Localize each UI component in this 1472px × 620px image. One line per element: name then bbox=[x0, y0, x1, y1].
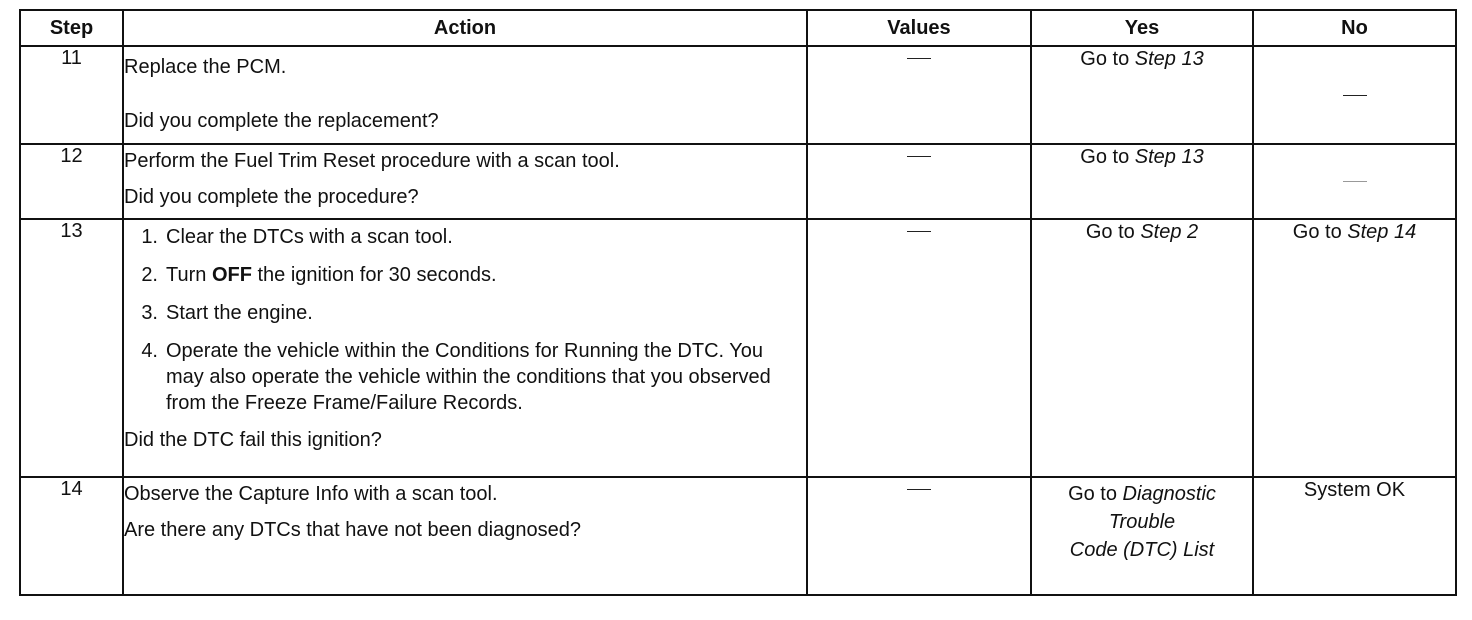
em-dash bbox=[1343, 181, 1367, 182]
goto-step-link[interactable]: Step 13 bbox=[1134, 48, 1204, 70]
no-cell bbox=[1253, 144, 1456, 219]
action-question: Did you complete the procedure? bbox=[124, 186, 419, 208]
values-cell bbox=[807, 46, 1031, 144]
list-item bbox=[124, 262, 806, 288]
substep-text bbox=[166, 262, 806, 288]
no-goto[interactable] bbox=[1254, 220, 1455, 250]
no-cell bbox=[1253, 477, 1456, 595]
substep-bold-text: OFF bbox=[211, 264, 252, 286]
em-dash bbox=[907, 231, 931, 232]
action-cell bbox=[123, 46, 807, 144]
values-cell bbox=[807, 144, 1031, 219]
list-item bbox=[124, 224, 806, 250]
header-values: Values bbox=[807, 10, 1031, 46]
header-row bbox=[20, 10, 1456, 46]
em-dash bbox=[907, 58, 931, 59]
action-cell bbox=[123, 477, 807, 595]
yes-cell bbox=[1031, 144, 1253, 219]
step-number: 14 bbox=[20, 477, 123, 595]
substep-text bbox=[166, 300, 806, 326]
em-dash bbox=[907, 489, 931, 490]
goto-link-part[interactable]: Diagnostic bbox=[1122, 483, 1216, 505]
header-action: Action bbox=[123, 10, 807, 46]
action-question: Are there any DTCs that have not been diagnosed? bbox=[124, 519, 581, 541]
goto-prefix: Go to bbox=[1080, 146, 1135, 168]
diagnostic-table bbox=[19, 9, 1457, 596]
goto-link-part[interactable]: Trouble bbox=[1108, 511, 1176, 533]
action-text: Observe the Capture Info with a scan tool. bbox=[124, 483, 498, 505]
action-text: Perform the Fuel Trim Reset procedure with a scan tool. bbox=[124, 150, 620, 172]
goto-step-link[interactable]: Step 2 bbox=[1140, 221, 1199, 243]
values-cell bbox=[807, 477, 1031, 595]
step-number: 11 bbox=[20, 46, 123, 144]
yes-cell bbox=[1031, 477, 1253, 595]
goto-prefix: Go to bbox=[1292, 221, 1348, 243]
substep-number: 3. bbox=[141, 302, 158, 324]
table-row-step-14 bbox=[20, 477, 1456, 595]
goto-step-link[interactable]: Step 14 bbox=[1347, 221, 1417, 243]
action-cell bbox=[123, 219, 807, 477]
substep-text bbox=[166, 224, 806, 250]
goto-link-part[interactable]: Code (DTC) List bbox=[1069, 539, 1215, 561]
header-no: No bbox=[1253, 10, 1456, 46]
table-row-step-12 bbox=[20, 144, 1456, 219]
goto-line-1 bbox=[1068, 483, 1216, 505]
list-item bbox=[124, 338, 806, 416]
substep-text-part: the ignition for 30 seconds. bbox=[251, 264, 497, 286]
no-cell bbox=[1253, 219, 1456, 477]
goto-prefix: Go to bbox=[1085, 221, 1141, 243]
em-dash bbox=[907, 156, 931, 157]
yes-goto[interactable] bbox=[1032, 478, 1252, 564]
header-yes: Yes bbox=[1031, 10, 1253, 46]
action-cell bbox=[123, 144, 807, 219]
yes-goto[interactable] bbox=[1032, 220, 1252, 250]
goto-step-link[interactable]: Step 13 bbox=[1134, 146, 1204, 168]
action-question: Did the DTC fail this ignition? bbox=[124, 429, 382, 451]
substep-text-part: Clear the DTCs with a scan tool. bbox=[166, 226, 453, 248]
yes-cell bbox=[1031, 46, 1253, 144]
yes-goto[interactable] bbox=[1032, 47, 1252, 77]
action-question: Did you complete the replacement? bbox=[124, 110, 439, 132]
em-dash bbox=[1343, 95, 1367, 96]
no-cell bbox=[1253, 46, 1456, 144]
substep-text-part: Operate the vehicle within the Conditions for Running the DTC. You may also operate the vehicle within the conditions that you observed from the Freeze Frame/Failure Records. bbox=[166, 340, 771, 414]
substep-number: 1. bbox=[141, 226, 158, 248]
action-text: Replace the PCM. bbox=[124, 56, 287, 78]
goto-prefix: Go to bbox=[1080, 48, 1135, 70]
table-row-step-13 bbox=[20, 219, 1456, 477]
values-cell bbox=[807, 219, 1031, 477]
substep-list bbox=[124, 224, 806, 416]
table-row-step-11 bbox=[20, 46, 1456, 144]
step-number: 13 bbox=[20, 219, 123, 477]
substep-text-part: Turn bbox=[166, 264, 212, 286]
no-result-text: System OK bbox=[1303, 479, 1406, 501]
list-item bbox=[124, 300, 806, 326]
step-number: 12 bbox=[20, 144, 123, 219]
substep-number: 2. bbox=[141, 264, 158, 286]
substep-text-part: Start the engine. bbox=[166, 302, 313, 324]
header-step: Step bbox=[20, 10, 123, 46]
goto-prefix: Go to bbox=[1068, 483, 1123, 505]
yes-goto[interactable] bbox=[1032, 145, 1252, 175]
substep-number: 4. bbox=[141, 340, 158, 362]
substep-text bbox=[166, 338, 806, 416]
yes-cell bbox=[1031, 219, 1253, 477]
